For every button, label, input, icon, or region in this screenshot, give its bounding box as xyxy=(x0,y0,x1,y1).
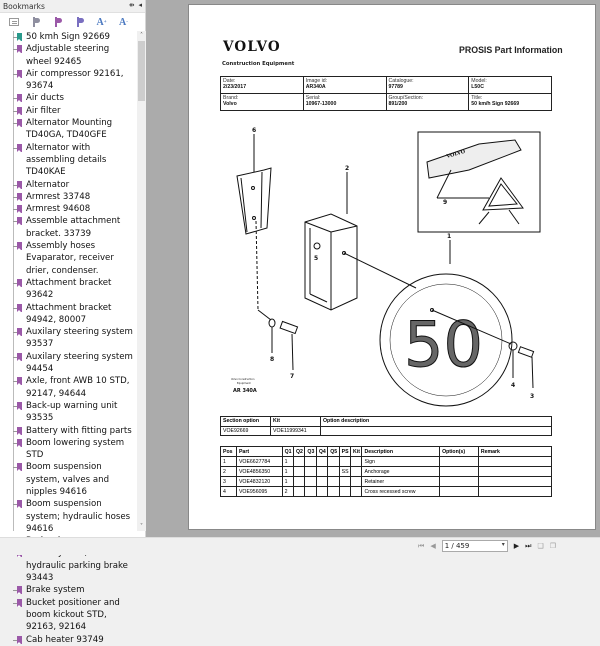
parts-list-table xyxy=(220,446,552,497)
table-cell xyxy=(321,426,552,436)
table-cell: 1 xyxy=(282,467,293,477)
bookmark-icon xyxy=(17,402,22,410)
callout-2: 2 xyxy=(345,165,350,172)
bookmark-item[interactable] xyxy=(0,105,137,117)
column-header: Q4 xyxy=(316,447,327,457)
bookmark-icon xyxy=(17,586,22,594)
table-cell xyxy=(440,467,479,477)
table-cell: 4 xyxy=(221,487,237,497)
catalogue-label: Catalogue: xyxy=(388,78,414,84)
page-number-input[interactable] xyxy=(442,540,508,552)
bookmarks-scrollbar[interactable] xyxy=(137,31,146,531)
table-cell xyxy=(294,477,305,487)
column-header: Q3 xyxy=(305,447,316,457)
date-label: Date: xyxy=(223,78,236,84)
bookmark-label: Auxilary steering system 94454 xyxy=(26,351,133,375)
bookmark-label: Back-up warning unit 93535 xyxy=(26,400,118,424)
bookmark-item[interactable] xyxy=(0,31,137,43)
bookmark-icon xyxy=(17,144,22,152)
brand-subtitle: Construction Equipment xyxy=(222,61,295,67)
chevron-down-icon[interactable]: ▾ xyxy=(501,541,505,548)
bookmark-item[interactable] xyxy=(0,43,137,68)
serial-label: Serial: xyxy=(305,95,321,101)
title-label: Title: xyxy=(471,95,483,101)
table-cell xyxy=(339,487,350,497)
bookmark-icon xyxy=(17,193,22,201)
page-title: PROSIS Part Information xyxy=(459,45,563,55)
bookmark-icon xyxy=(17,33,22,41)
bookmark-label: Boom suspension system, valves and nipples 94616 xyxy=(26,462,110,497)
brand-label: Brand: xyxy=(223,95,239,101)
bookmark-label: Alternator xyxy=(26,179,70,190)
bookmark-label: Bucket positioner and boom kickout STD, 92163, 92164 xyxy=(26,597,120,633)
bookmark-label: Attachment bracket 93642 xyxy=(26,277,112,301)
table-cell xyxy=(478,487,551,497)
group-label: Group/Section: xyxy=(388,95,424,101)
bookmarks-toolbar xyxy=(0,13,145,31)
volvo-logo: VOLVO xyxy=(223,39,281,55)
table-row xyxy=(221,477,552,487)
bookmark-item[interactable] xyxy=(0,437,137,462)
table-cell: 2 xyxy=(282,487,293,497)
increase-font-icon[interactable]: A + xyxy=(96,16,107,28)
table-cell xyxy=(305,457,316,467)
table-cell: VOE6627784 xyxy=(236,457,282,467)
exploded-parts-drawing xyxy=(189,120,597,410)
bookmark-label: Armrest 33748 xyxy=(26,191,91,202)
bookmark-label: Cab heater 93749 xyxy=(26,634,104,645)
table-cell xyxy=(440,457,479,467)
table-cell: 1 xyxy=(282,457,293,467)
bookmark-icon xyxy=(17,500,22,508)
bookmark-icon xyxy=(17,119,22,127)
bookmark-label: Armrest 94608 xyxy=(26,204,91,215)
section-option-table xyxy=(220,416,552,436)
bookmark-icon xyxy=(17,279,22,287)
table-cell xyxy=(440,487,479,497)
brand-value: Volvo xyxy=(223,101,237,107)
bookmark-icon xyxy=(17,439,22,447)
first-page-icon[interactable]: ⏮ xyxy=(418,541,425,550)
bookmark-label: 50 kmh Sign 92669 xyxy=(26,32,111,42)
bookmark-icon xyxy=(17,70,22,78)
table-cell xyxy=(351,467,362,477)
bookmarks-header xyxy=(0,0,145,13)
bookmark-item[interactable] xyxy=(0,400,137,425)
bookmark-item[interactable] xyxy=(0,191,137,203)
bookmark-item[interactable] xyxy=(0,351,137,376)
page-indicator: 1 / 459 xyxy=(444,542,470,550)
column-header: Description xyxy=(362,447,440,457)
column-header: Q2 xyxy=(294,447,305,457)
table-cell: Anchorage xyxy=(362,467,440,477)
callout-8: 8 xyxy=(270,356,275,363)
svg-text:50: 50 xyxy=(404,308,483,381)
bookmark-item[interactable] xyxy=(0,142,137,179)
table-cell xyxy=(305,477,316,487)
bookmark-item[interactable] xyxy=(0,302,137,327)
bookmark-item[interactable] xyxy=(0,584,137,596)
bookmark-label: Attachment bracket 94942, 80007 xyxy=(26,302,112,325)
bookmark-icon xyxy=(17,353,22,361)
document-viewport xyxy=(146,0,600,537)
bookmark-item[interactable] xyxy=(0,498,137,535)
bookmark-label: hydraulic parking brake 93443 xyxy=(26,560,128,584)
table-cell xyxy=(294,467,305,477)
bookmark-list xyxy=(0,31,137,645)
bookmark-label: Air ducts xyxy=(26,93,65,104)
document-scrollbar[interactable] xyxy=(596,0,600,537)
decrease-font-icon[interactable]: A - xyxy=(119,16,128,28)
bookmark-label: Auxilary steering system 93537 xyxy=(26,327,133,350)
column-header: Option(s) xyxy=(440,447,479,457)
date-value: 2/23/2017 xyxy=(223,84,247,90)
bookmark-label: Adjustable steering wheel 92465 xyxy=(26,44,110,67)
bookmark-item[interactable] xyxy=(0,92,137,104)
table-cell xyxy=(328,477,339,487)
bookmark-item[interactable] xyxy=(0,375,137,400)
column-header: Part xyxy=(236,447,282,457)
bookmark-icon xyxy=(17,45,22,53)
column-header: Kit xyxy=(351,447,362,457)
bookmark-item[interactable] xyxy=(0,215,137,240)
bookmark-label: Axle, front AWB 10 STD, 92147, 94644 xyxy=(26,376,130,399)
image-id-label: Image id: xyxy=(305,78,328,84)
svg-text:AR 340A: AR 340A xyxy=(233,388,257,394)
bookmark-label: Air filter xyxy=(26,105,61,116)
group-value: 891/200 xyxy=(388,101,408,107)
svg-text:Equipment: Equipment xyxy=(237,382,251,385)
bookmark-label: Boom lowering system STD xyxy=(26,437,125,461)
expand-all-icon[interactable] xyxy=(8,17,19,28)
table-cell: VOE4832120 xyxy=(236,477,282,487)
bookmark-item[interactable] xyxy=(0,117,137,142)
table-cell xyxy=(478,467,551,477)
column-header: Q1 xyxy=(282,447,293,457)
bookmark-item[interactable] xyxy=(0,634,137,646)
table-row xyxy=(221,467,552,477)
table-cell xyxy=(328,487,339,497)
bookmark-icon xyxy=(17,377,22,385)
table-cell xyxy=(316,487,327,497)
column-header: Kit xyxy=(271,417,321,427)
table-cell xyxy=(294,487,305,497)
bookmark-icon xyxy=(17,463,22,471)
callout-1: 1 xyxy=(447,233,452,240)
bookmark-icon xyxy=(17,304,22,312)
table-cell: Sign xyxy=(362,457,440,467)
bookmark-icon xyxy=(17,107,22,115)
bookmark-item[interactable] xyxy=(0,326,137,351)
table-cell xyxy=(440,477,479,487)
bookmark-label: Assembly hoses Evaparator, receiver drier, condenser. xyxy=(26,241,114,276)
bookmark-item[interactable] xyxy=(0,203,137,215)
model-value: L50C xyxy=(471,84,484,90)
callout-3: 3 xyxy=(530,393,535,400)
bookmark-properties-icon[interactable] xyxy=(74,17,85,28)
bookmark-label: Brake system xyxy=(26,585,85,596)
table-row xyxy=(221,426,552,436)
svg-text:Volvo Construction: Volvo Construction xyxy=(231,378,255,381)
bookmark-item[interactable] xyxy=(0,425,137,437)
bookmarks-title: Bookmarks xyxy=(3,1,45,11)
two-page-view-icon[interactable]: ❐ xyxy=(549,542,556,550)
table-cell xyxy=(351,477,362,487)
image-id-value: AR340A xyxy=(305,84,326,90)
table-cell xyxy=(328,457,339,467)
navigation-bar xyxy=(0,537,600,555)
table-cell: 3 xyxy=(221,477,237,487)
table-cell: VOE11999341 xyxy=(271,426,321,436)
table-cell xyxy=(339,457,350,467)
bookmark-icon xyxy=(17,328,22,336)
bookmark-item[interactable] xyxy=(0,277,137,302)
callout-6: 6 xyxy=(252,127,257,134)
table-cell xyxy=(316,477,327,487)
scroll-up-icon[interactable]: ˄ xyxy=(140,32,143,39)
table-cell: 2 xyxy=(221,467,237,477)
table-cell xyxy=(305,487,316,497)
part-info-table xyxy=(220,76,552,111)
catalogue-value: 97789 xyxy=(388,84,403,90)
table-cell xyxy=(478,457,551,467)
previous-page-icon[interactable]: ◀ xyxy=(430,542,436,550)
table-cell xyxy=(478,477,551,487)
table-cell xyxy=(316,467,327,477)
bookmark-icon xyxy=(17,94,22,102)
table-cell: Retainer xyxy=(362,477,440,487)
single-page-view-icon[interactable]: ❑ xyxy=(537,542,544,550)
bookmark-icon xyxy=(17,636,22,644)
options-icon[interactable]: ⇻ xyxy=(128,1,135,9)
table-cell xyxy=(339,477,350,487)
column-header: Q5 xyxy=(328,447,339,457)
svg-text:VOLVO: VOLVO xyxy=(445,148,467,160)
column-header: Pos xyxy=(221,447,237,457)
callout-4: 4 xyxy=(511,382,516,389)
table-cell xyxy=(351,457,362,467)
callout-5: 5 xyxy=(314,255,319,262)
bookmark-icon xyxy=(17,242,22,250)
scrollbar-thumb[interactable] xyxy=(138,41,145,101)
table-cell xyxy=(328,467,339,477)
table-cell: VOE92669 xyxy=(221,426,271,436)
title-value: 50 km/h Sign 92669 xyxy=(471,101,520,107)
add-bookmark-icon[interactable] xyxy=(30,17,41,28)
next-page-icon[interactable]: ▶ xyxy=(513,542,520,550)
bookmark-item[interactable] xyxy=(0,68,137,93)
column-header: Section option xyxy=(221,417,271,427)
bookmark-item[interactable] xyxy=(0,179,137,191)
document-page xyxy=(188,4,596,530)
table-cell xyxy=(294,457,305,467)
callout-9: 9 xyxy=(443,199,448,206)
serial-value: 10967-13000 xyxy=(305,101,337,107)
bookmark-label: Alternator with assembling details TD40KAE xyxy=(26,142,107,178)
table-cell: 1 xyxy=(221,457,237,467)
callout-7: 7 xyxy=(290,373,295,380)
column-header: Option description xyxy=(321,417,552,427)
column-header: Remark xyxy=(478,447,551,457)
bookmark-item[interactable] xyxy=(0,240,137,277)
bookmark-label: Boom suspension system; hydraulic hoses 94616 xyxy=(26,499,131,534)
table-cell: 1 xyxy=(282,477,293,487)
model-label: Model: xyxy=(471,78,487,84)
last-page-icon[interactable]: ⏭ xyxy=(525,541,532,550)
bookmark-icon xyxy=(17,599,22,607)
bookmarks-panel xyxy=(0,0,146,645)
collapse-panel-icon[interactable]: ◂ xyxy=(138,1,142,9)
bookmark-icon xyxy=(17,205,22,213)
table-cell: Cross recessed screw xyxy=(362,487,440,497)
column-header: PS xyxy=(339,447,350,457)
bookmark-item[interactable] xyxy=(0,461,137,498)
bookmark-label: Air compressor 92161, 93674 xyxy=(26,68,124,92)
add-child-bookmark-icon[interactable] xyxy=(52,17,63,28)
table-cell xyxy=(316,457,327,467)
table-row xyxy=(221,487,552,497)
bookmark-icon xyxy=(17,427,22,435)
table-cell: SS xyxy=(339,467,350,477)
table-cell: VOE956095 xyxy=(236,487,282,497)
bookmark-label: Alternator Mounting TD40GA, TD40GFE xyxy=(26,118,113,141)
table-cell xyxy=(305,467,316,477)
table-row xyxy=(221,457,552,467)
bookmark-label: Assemble attachment bracket. 33739 xyxy=(26,216,121,239)
scroll-down-icon[interactable]: ˅ xyxy=(140,523,143,530)
bookmark-icon xyxy=(17,181,22,189)
bookmark-icon xyxy=(17,217,22,225)
bookmark-item[interactable] xyxy=(0,597,137,634)
table-cell xyxy=(351,487,362,497)
table-cell: VOE4856350 xyxy=(236,467,282,477)
bookmark-label: Battery with fitting parts xyxy=(26,425,132,436)
